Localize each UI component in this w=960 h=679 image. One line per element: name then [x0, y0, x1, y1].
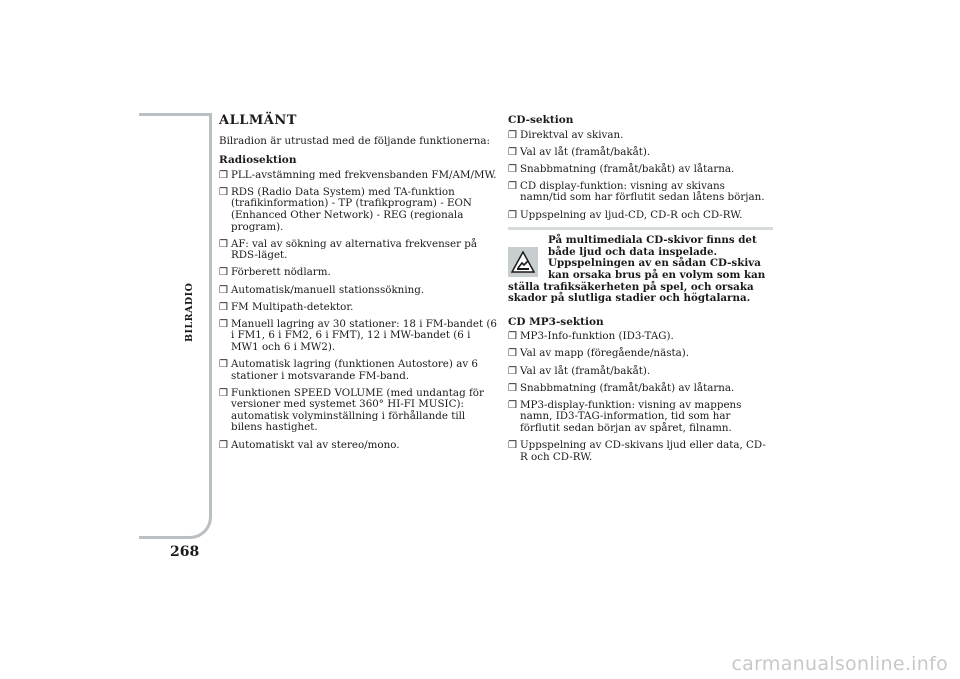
list-item-text: CD display-funktion: visning av skivans namn/tid som har förflutit sedan låtens början.	[520, 179, 765, 204]
page-number: 268	[170, 544, 200, 560]
checkbox-bullet-icon: ❒	[508, 209, 517, 221]
warning-triangle-icon	[508, 247, 538, 277]
checkbox-bullet-icon: ❒	[508, 439, 517, 451]
checkbox-bullet-icon: ❒	[219, 301, 228, 313]
watermark: carmanualsonline.info	[731, 653, 948, 675]
checkbox-bullet-icon: ❒	[219, 267, 228, 279]
checkbox-bullet-icon: ❒	[508, 180, 517, 192]
warning-bar	[508, 227, 773, 230]
mp3-list	[508, 331, 773, 463]
checkbox-bullet-icon: ❒	[219, 387, 228, 399]
list-item	[219, 239, 499, 262]
side-label: BILRADIO	[184, 282, 195, 342]
list-item	[508, 331, 773, 343]
checkbox-bullet-icon: ❒	[508, 331, 517, 343]
list-item-text: PLL-avstämning med frekvensbanden FM/AM/MW.	[231, 168, 497, 181]
list-item-text: Direktval av skivan.	[520, 128, 624, 141]
list-item	[219, 359, 499, 382]
list-item	[508, 366, 773, 378]
list-item-text: MP3-display-funktion: visning av mappens namn, ID3-TAG-information, tid som har förflutit sedan början av spåret, filnamn.	[520, 398, 742, 434]
list-item	[219, 267, 499, 279]
list-item-text: Funktionen SPEED VOLUME (med undantag för versioner med systemet 360° HI-FI MUSIC): automatisk volyminställning i förhållande till bilens hastighet.	[231, 386, 484, 434]
section-heading: ALLMÄNT	[219, 113, 297, 128]
list-item-text: AF: val av sökning av alternativa frekvenser på RDS-läget.	[231, 237, 478, 262]
list-item	[219, 319, 499, 354]
page-frame	[139, 113, 212, 539]
list-item	[508, 181, 773, 204]
list-item-text: Automatiskt val av stereo/mono.	[231, 438, 400, 451]
list-item	[508, 440, 773, 463]
list-item-text: Val av mapp (föregående/nästa).	[520, 347, 690, 360]
list-item	[508, 147, 773, 159]
warning-text: På multimediala CD-skivor finns det både ljud och data inspelade. Uppspelningen av en sådan CD-skiva kan orsaka brus på en volym som kan ställa trafiksäkerheten på spel, och orsaka skador på slutliga stadier och högtalarna.	[508, 234, 766, 305]
list-item-text: Uppspelning av ljud-CD, CD-R och CD-RW.	[520, 208, 743, 221]
radio-heading: Radiosektion	[219, 154, 297, 167]
list-item-text: Uppspelning av CD-skivans ljud eller data, CD-R och CD-RW.	[520, 438, 766, 463]
checkbox-bullet-icon: ❒	[219, 439, 228, 451]
checkbox-bullet-icon: ❒	[508, 146, 517, 158]
checkbox-bullet-icon: ❒	[219, 284, 228, 296]
list-item	[508, 383, 773, 395]
right-column	[508, 113, 773, 469]
list-item	[508, 130, 773, 142]
checkbox-bullet-icon: ❒	[219, 186, 228, 198]
checkbox-bullet-icon: ❒	[508, 382, 517, 394]
list-item-text: Snabbmatning (framåt/bakåt) av låtarna.	[520, 162, 735, 175]
list-item	[219, 302, 499, 314]
radio-list	[219, 170, 499, 451]
checkbox-bullet-icon: ❒	[508, 365, 517, 377]
checkbox-bullet-icon: ❒	[219, 169, 228, 181]
mp3-heading: CD MP3-sektion	[508, 315, 604, 328]
checkbox-bullet-icon: ❒	[219, 318, 228, 330]
list-item-text: Val av låt (framåt/bakåt).	[520, 145, 651, 158]
list-item-text: Manuell lagring av 30 stationer: 18 i FM-bandet (6 i FM1, 6 i FM2, 6 i FMT), 12 i MW-bandet (6 i MW1 och 6 i MW2).	[231, 317, 497, 353]
list-item-text: Snabbmatning (framåt/bakåt) av låtarna.	[520, 381, 735, 394]
checkbox-bullet-icon: ❒	[508, 163, 517, 175]
list-item-text: FM Multipath-detektor.	[231, 300, 354, 313]
list-item	[219, 170, 499, 182]
list-item	[219, 388, 499, 434]
checkbox-bullet-icon: ❒	[508, 399, 517, 411]
list-item	[508, 400, 773, 435]
list-item-text: Val av låt (framåt/bakåt).	[520, 364, 651, 377]
list-item	[219, 440, 499, 452]
list-item	[219, 285, 499, 297]
cd-list	[508, 130, 773, 222]
checkbox-bullet-icon: ❒	[508, 129, 517, 141]
checkbox-bullet-icon: ❒	[219, 238, 228, 250]
checkbox-bullet-icon: ❒	[508, 348, 517, 360]
list-item	[508, 348, 773, 360]
intro-text: Bilradion är utrustad med de följande funktionerna:	[219, 134, 491, 147]
cd-heading: CD-sektion	[508, 114, 574, 126]
list-item	[508, 210, 773, 222]
warning-box	[508, 235, 773, 305]
list-item	[219, 187, 499, 233]
list-item	[508, 164, 773, 176]
list-item-text: Förberett nödlarm.	[231, 266, 331, 279]
list-item-text: RDS (Radio Data System) med TA-funktion (trafikinformation) - TP (trafikprogram) - EON (Enhanced Other Network) - REG (regionala program).	[231, 185, 472, 233]
list-item-text: Automatisk lagring (funktionen Autostore) av 6 stationer i motsvarande FM-band.	[231, 358, 478, 382]
left-column	[219, 113, 499, 457]
list-item-text: MP3-Info-funktion (ID3-TAG).	[520, 330, 674, 343]
checkbox-bullet-icon: ❒	[219, 359, 228, 370]
list-item-text: Automatisk/manuell stationssökning.	[231, 283, 425, 296]
